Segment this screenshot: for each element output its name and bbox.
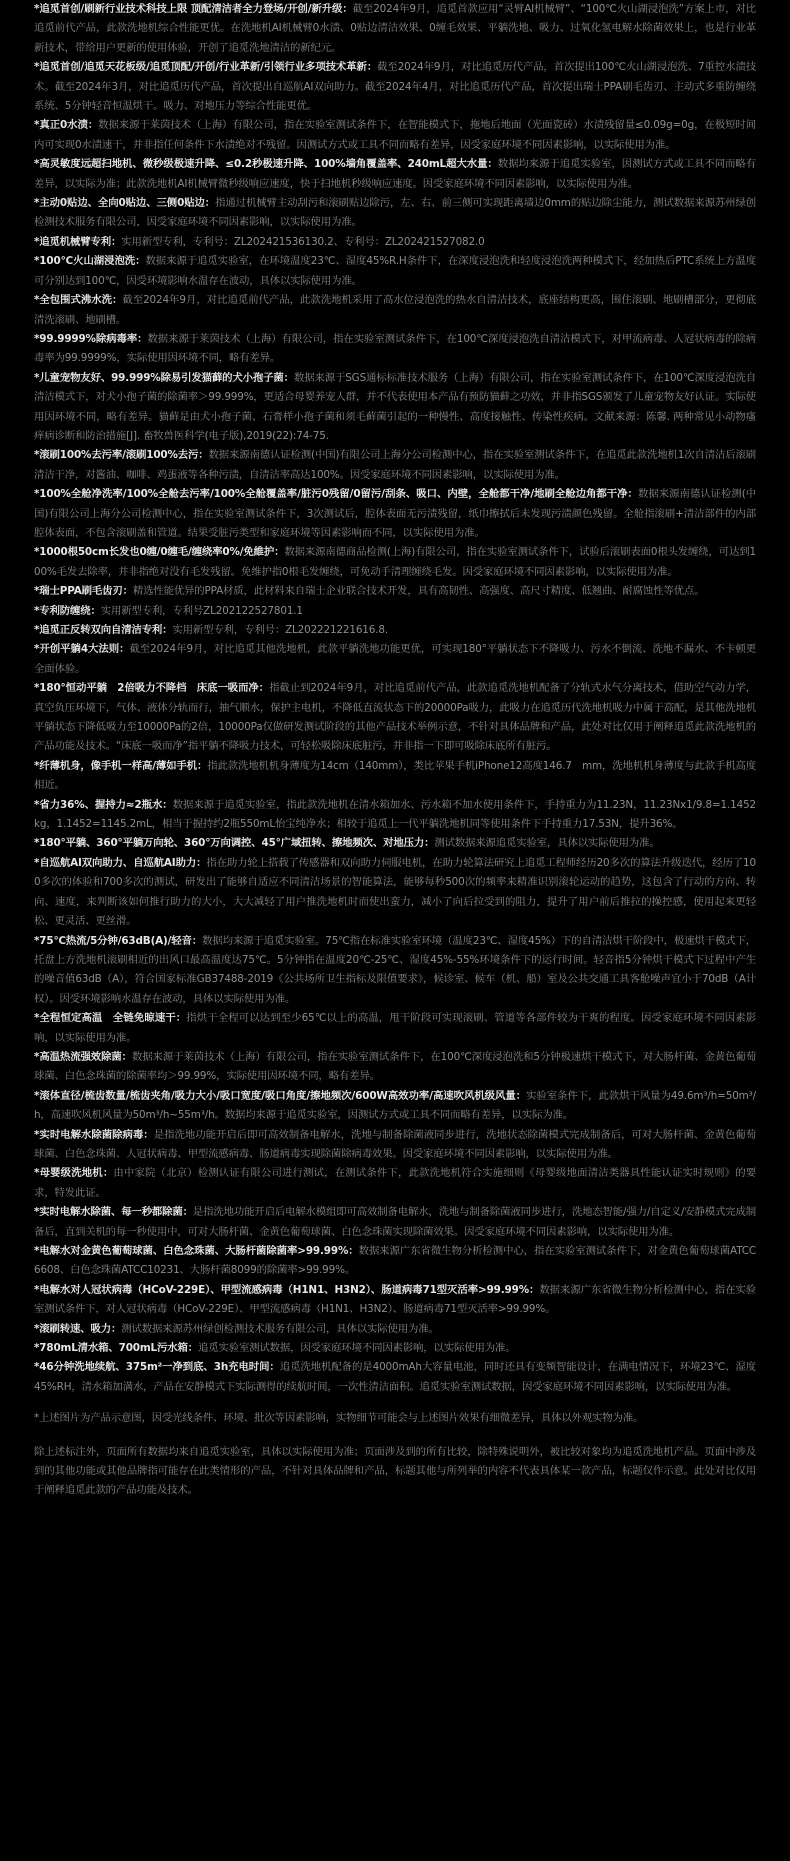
footnote-item <box>34 796 756 835</box>
footnote-label: *瑞士PPA刷毛齿刃： <box>34 585 133 598</box>
footnote-body: 追觅实验室测试数据，因受家庭环境不同因素影响，以实际使用为准。 <box>197 1342 516 1355</box>
footnote-label: *100%全舱净洗率/100%全舱去污率/100%全舱覆盖率/脏污0残留/0留污/刮条、吸口、内壁，全舱都干净/地刷全舱边角都干净： <box>34 488 638 501</box>
footnote-item <box>34 446 756 485</box>
footnote-label: *儿童宠物友好、99.999%除易引发猫藓的犬小孢子菌： <box>34 371 294 384</box>
footnote-label: *46分钟洗地续航、375m²一净到底、3h充电时间： <box>34 1361 280 1374</box>
footnote-body: 数据来源于SGS通标标准技术服务（上海）有限公司，指在实验室测试条件下，在100℃深度浸泡洗自清洁模式下，对犬小孢子菌的除菌率＞99.999%，更适合母婴养宠人群，并不代表使用本产品有预防猫藓之功效，并非指SGS颁发了儿童宠物友好认证。实际使用因环境不同，略有差异。猫藓是由犬小孢子菌、石膏样小孢子菌和须毛藓菌引起的一种慢性、高度接触性、传染性疾病。文献来源：陈馨. 两种常见小动物瘙痒病诊断和防治措施[J]. 畜牧兽医科学(电子版),2019(22):74-75. <box>34 371 756 442</box>
footnote-body: 截至2024年9月，对比追觅历代产品，首次提出100℃火山湖浸泡洗、7重控水渍技术。截至2024年3月，对比追觅历代产品，首次提出自巡航AI双向助力。截至2024年4月，对比追觅历代产品，首次提出瑞士PPA刷毛齿刃、主动式多重防缠绕系统、5分钟轻音恒温烘干。吸力、对地压力等综合性能更优。 <box>34 61 756 113</box>
footnote-label: *追觅正反转双向自清洁专利： <box>34 624 173 636</box>
footnote-body: 数据均来源于追觅实验室，因测试方式或工具不同而略有差异，以实际为准；此款洗地机AI机械臂微秒级响应速度，快于扫地机秒级响应速度。因受家庭环境不同因素影响，以实际使用为准。 <box>34 158 757 190</box>
footnote-label: *滚刷转速、吸力： <box>34 1322 122 1335</box>
footnote-item <box>34 854 756 932</box>
image-disclaimer: *上述图片为产品示意图，因受光线条件、环境、批次等因素影响，实物细节可能会与上述图片效果有细微差异，具体以外观实物为准。 <box>34 1412 644 1425</box>
data-source-disclaimer: 除上述标注外，页面所有数据均来自追觅实验室，具体以实际使用为准；页面涉及到的所有比较，除特殊说明外，被比较对象均为追觅洗地机产品。页面中涉及到的其他功能或其他品牌指可能存在此类情形的产品，不针对具体品牌和产品，标题其他与所列举的内容不代表具体某一款产品，标题仅作示意。此处对比仅用于阐释追觅此款的产品功能及技术。 <box>34 1445 756 1497</box>
footnote-body: 数据来源广东省微生物分析检测中心，指在实验室测试条件下，对人冠状病毒（HCoV-229E）、甲型流感病毒（H1N1、H3N2）、肠道病毒71型灭活率>99.99%。 <box>34 1283 756 1316</box>
footnote-label: *100℃火山湖浸泡洗： <box>34 255 146 268</box>
footnote-body: 指通过机械臂主动刮污和滚刷贴边除污，左、右、前三侧可实现距离墙边0mm的贴边除尘能力，测试数据来源苏州绿创检测技术服务有限公司，因受家庭环境不同因素影响，以实际使用为准。 <box>34 197 756 229</box>
footnote-body: 数据来源南德商品检测(上海)有限公司，指在实验室测试条件下，试验后滚刷表面0根头发缠绕，可达到100%毛发去除率，并非指绝对没有毛发残留。免维护指0根毛发缠绕，可免动手清理缠绕毛发。因受家庭环境不同因素影响，以实际使用为准。 <box>34 546 756 578</box>
footnote-label: *180°平躺、360°平躺万向轮、360°万向调控、45°广域扭转、擦地频次、对地压力： <box>34 837 435 850</box>
footnote-label: *追觅首创/追觅天花板级/追觅顶配/开创/行业革新/引领行业多项技术革新： <box>34 61 378 74</box>
footnote-item <box>34 1087 756 1126</box>
footnote-item <box>34 252 756 291</box>
footnote-item <box>34 621 756 640</box>
footnote-item <box>34 1164 756 1203</box>
footnote-body: 数据来源于莱茵技术（上海）有限公司，指在实验室测试条件下，在100℃深度浸泡洗自清洁模式下，对甲流病毒、人冠状病毒的除病毒率为99.9999%，实际使用因环境不同，略有差异。 <box>34 332 756 365</box>
footnote-item <box>34 485 756 543</box>
footnote-label: *主动0贴边、全向0贴边、三侧0贴边： <box>34 197 216 210</box>
footnote-item <box>34 1339 756 1358</box>
footnote-item <box>34 1242 756 1281</box>
footnote-item <box>34 1358 756 1397</box>
footnote-body: 由中家院（北京）检测认证有限公司进行测试，在测试条件下，此款洗地机符合实施细则《母婴级地面清洁类器具性能认证实时规则》的要求，特发此证。 <box>34 1167 756 1199</box>
footnote-item <box>34 1126 756 1165</box>
footnote-body: 数据来源于莱茵技术（上海）有限公司，指在实验室测试条件下，在100℃深度浸泡洗和5分钟极速烘干模式下，对大肠杆菌、金黄色葡萄球菌、白色念珠菌的除菌率均＞99.99%，实际使用因环境不同，略有差异。 <box>34 1050 756 1083</box>
footnote-item <box>34 233 756 252</box>
footer-disclaimers <box>34 1409 756 1501</box>
footnote-item <box>34 640 756 679</box>
footnote-label: *专利防缠绕： <box>34 604 101 617</box>
footnote-body: 数据来源南德认证检测(中国)有限公司上海分公司检测中心，指在实验室测试条件下，在追觅此款洗地机1次自清洁后滚刷清洁干净，对酱油、咖啡、鸡蛋液等各种污渍，自清洁率高达100%。因受家庭环境不同因素影响，以实际使用为准。 <box>34 449 756 481</box>
footnote-item <box>34 330 756 369</box>
footnote-body: 指截止到2024年9月，对比追觅前代产品，此款追觅洗地机配备了分轨式水气分离技术，借助空气动力学，真空负压环境下，气体、液体分轨而行，抽气顺水，保护主电机，不降低直流状态下的20000Pa吸力，此吸力在追觅历代洗地机吸力中属于高配，是其他洗地机平躺状态下降低吸力至10000Pa的2倍，10000Pa仅做研发测试阶段的其他产品技术举例示意，不针对具体品牌和产品，此处对比仅用于阐释追觅此款洗地机的产品功能及技术。“床底一吸而净”指平躺不降吸力技术，可轻松吸除床底脏污，并非指一下即可吸除床底所有脏污。 <box>34 682 756 753</box>
footnote-label: *纤薄机身，像手机一样高/薄如手机： <box>34 759 208 772</box>
footnote-label: *滚体直径/梳齿数量/梳齿夹角/吸力大小/吸口宽度/吸口角度/擦地频次/600W高效功率/高速吹风机级风量： <box>34 1089 527 1102</box>
footnote-label: *自巡航AI双向助力、自巡航AI助力： <box>34 856 207 869</box>
footnote-label: *180°恒动平躺 2倍吸力不降档 床底一吸而净： <box>34 682 270 695</box>
footnote-label: *99.9999%除病毒率： <box>34 332 148 345</box>
footnote-body: 实用新型专利，专利号：ZL202221221616.8. <box>172 624 388 636</box>
footnote-item <box>34 369 756 447</box>
footnote-item <box>34 116 756 155</box>
footnote-label: *全程恒定高温 全链免晾速干： <box>34 1012 187 1025</box>
footnote-item <box>34 1320 756 1339</box>
footnote-label: *高灵敏度远超扫地机、微秒级极速升降、≤0.2秒极速升降、100%墙角覆盖率、240mL超大水量： <box>34 158 498 171</box>
footnote-body: 截至2024年9月，对比追觅其他洗地机，此款平躺洗地功能更优，可实现180°平躺状态下不降吸力、污水不倒流、洗地不漏水、不卡顿更全面体验。 <box>34 643 756 675</box>
footnote-item <box>34 1281 756 1320</box>
footnote-label: *真正0水渍： <box>34 119 99 132</box>
footnote-label: *1000根50cm长发也0缠/0缠毛/缠绕率0%/免維护： <box>34 546 285 559</box>
footnote-body: 数据来源于追觅实验室，指此款洗地机在清水箱加水、污水箱不加水使用条件下，手持重力为11.23N，11.23Nx1/9.8=1.1452kg，1.1452=1145.2mL，相当于握持约2瓶550mL怡宝纯净水；相较于追觅上一代平躺洗地机同等使用条件下手持重力17.53N，提升36%。 <box>34 798 756 831</box>
footnote-label: *全包围式沸水洗： <box>34 294 123 307</box>
footnote-item <box>34 291 756 330</box>
footnote-body: 是指洗地功能开启后电解水模组即可高效制备电解水，洗地与制备除菌液同步进行，洗地态智能/强力/自定义/安静模式完成制备后，直到关机的每一秒使用中，可对大肠杆菌、金黄色葡萄球菌、白色念珠菌实现除菌效果。因受家庭环境不同因素影响，以实际使用为准。 <box>34 1206 756 1238</box>
footnote-item <box>34 543 756 582</box>
footnote-label: *追觅机械臂专利： <box>34 235 122 248</box>
footnote-body: 测试数据来源追觅实验室，具体以实际使用为准。 <box>434 837 660 850</box>
footnote-label: *滚刷100%去污率/滚刷100%去污： <box>34 449 209 462</box>
footnote-item <box>34 582 756 601</box>
footnote-item <box>34 757 756 796</box>
footnote-item <box>34 194 756 233</box>
footnote-item <box>34 1048 756 1087</box>
footnote-body: 追觅洗地机配备的是4000mAh大容量电池，同时还具有变频智能设计，在满电情况下，环境23℃、湿度45%RH，清水箱加满水，产品在安静模式下实际测得的续航时间，一次性清洁面积。追觅实验室测试数据，因受家庭环境不同因素影响，以实际使用为准。 <box>34 1361 756 1393</box>
footnote-body: 指此款洗地机机身薄度为14cm（140mm），类比苹果手机iPhone12高度146.7 mm，洗地机机身薄度与此款手机高度相近。 <box>34 759 756 792</box>
footnote-item <box>34 834 756 853</box>
footnote-item <box>34 1009 756 1048</box>
footnote-label: *实时电解水除菌、每一秒都除菌： <box>34 1206 193 1219</box>
footnote-body: 实用新型专利，专利号ZL202122527801.1 <box>100 604 303 617</box>
footnote-body: 截至2024年9月，对比追觅前代产品，此款洗地机采用了高水位浸泡洗的热水自清洁技术，底座结构更高，围住滚刷、地刷槽部分，更彻底清洗滚刷、地刷槽。 <box>34 294 756 326</box>
footnote-body: 是指洗地功能开启后即可高效制备电解水，洗地与制备除菌液同步进行，洗地状态除菌模式完成制备后，可对大肠杆菌、金黄色葡萄球菌、白色念珠菌、人冠状病毒、甲型流感病毒、肠道病毒实现除菌除病毒效果。因受家庭环境不同因素影响，以实际使用为准。 <box>34 1128 757 1160</box>
footnote-body: 数据均来源于追觅实验室。75℃指在标准实验室环境（温度23℃、湿度45%）下的自清洁烘干阶段中，极速烘干模式下，托盘上方洗地机滚刷相近的出风口最高温度达75℃。5分钟指在温度20℃-25℃、湿度45%-55%环境条件下的运行时间。轻音指5分钟烘干模式下过程中产生的噪音值63dB（A），符合国家标准GB37488-2019《公共场所卫生指标及限值要求》，候诊室、候车（机、船）室及公共交通工具客舱噪声宜小于70dB（A计权）。因受环境影响水温存在波动，具体以实际使用为准。 <box>34 934 756 1005</box>
footnote-item <box>34 932 756 1010</box>
footnote-label: *780mL清水箱、700mL污水箱： <box>34 1342 198 1355</box>
footnote-body: 精选性能优异的PPA材质，此材料来自瑞士企业联合技术开发，具有高韧性、高强度、高尺寸精度、低翘曲、耐腐蚀性等优点。 <box>132 585 705 598</box>
footnote-body: 指烘干全程可以达到至少65℃以上的高温，甩干阶段可实现滚刷、管道等各部件较为干爽的程度。因受家庭环境不同因素影响，以实际使用为准。 <box>34 1012 757 1044</box>
footnote-item <box>34 602 756 621</box>
footnote-item <box>34 1203 756 1242</box>
footnote-body: 数据来源于追觅实验室，在环境温度23℃、湿度45%R.H条件下，在深度浸泡洗和轻度浸泡洗两种模式下，经加热后PTC系统上方温度可分别达到100℃，因受环境影响水温存在波动，具体以实际使用为准。 <box>34 255 756 287</box>
footnote-item <box>34 155 756 194</box>
footnote-label: *省力36%、握持力≈2瓶水： <box>34 798 173 811</box>
footnote-body: 数据来源南德认证检测(中国)有限公司上海分公司检测中心，指在实验室测试条件下，3次测试后，腔体表面无污渍残留，纸巾擦拭后未发现污渍颜色残留。全舱指滚刷+清洁部件的内部腔体表面，不包含滚刷盖和管道。结果受脏污类型和家庭环境等因素影响而不同，以实际使用为准。 <box>34 488 756 539</box>
footnote-label: *开创平躺4大法则： <box>34 643 130 656</box>
footnote-label: *75℃热流/5分钟/63dB(A)/轻音： <box>34 934 203 947</box>
footnote-list <box>34 0 756 1397</box>
footnote-item <box>34 679 756 757</box>
footnote-body: 测试数据来源苏州绿创检测技术服务有限公司，具体以实际使用为准。 <box>121 1322 439 1335</box>
footnote-body: 实用新型专利，专利号：ZL202421536130.2、专利号：ZL202421527082.0 <box>121 235 485 248</box>
footnote-body: 截至2024年9月，追觅首款应用“灵臂AI机械臂”、“100℃火山湖浸泡洗”方案上市，对比追觅前代产品，此款洗地机综合性能更优。在洗地机AI机械臂0水渍、0贴边清洁效果、0缠毛效果、平躺洗地、吸力、过氧化氢电解水除菌效果上，也是行业革新技术，带给用户更新的使用体验，开创了追觅洗地清洁的新纪元。 <box>34 3 756 54</box>
footnote-label: *追觅首创/刷新行业技术科技上限 顶配清洁者全力登场/开创/新升级： <box>34 3 353 15</box>
footnote-item <box>34 58 756 116</box>
footnote-body: 数据来源广东省微生物分析检测中心，指在实验室测试条件下，对金黄色葡萄球菌ATCC6608、白色念珠菌ATCC10231、大肠杆菌8099的除菌率>99.99%。 <box>34 1245 756 1277</box>
footnote-body: 实验室条件下，此款烘干风量为49.6m³/h=50m³/h，高速吹风机风量为50m³/h~55m³/h。数据均来源于追觅实验室，因测试方式或工具不同而略有差异，以实际为准。 <box>34 1089 756 1122</box>
footnote-label: *母婴级洗地机： <box>34 1167 114 1180</box>
footnote-label: *电解水对人冠状病毒（HCoV-229E）、甲型流感病毒（H1N1、H3N2）、肠道病毒71型灭活率>99.99%： <box>34 1283 540 1296</box>
footnote-body: 指在助力轮上搭载了传感器和双向助力伺服电机，在助力轮算法研究上追觅工程师经历20多次的算法升级迭代，经历了100多次的体验和700多次的测试，研发出了能够自适应不同清洁场景的智能算法，能够每秒500次的频率来精准识别滚轮运动的趋势，这包含了行动的方向、转向、速度，来判断该如何推行助力的大小，大大减轻了用户推洗地机时而使出蛮力，减小了向后拉受到的阻力，提升了用户前后推拉的操控感，使用起来更轻松、更灵活、更丝滑。 <box>34 856 756 928</box>
footnote-label: *电解水对金黄色葡萄球菌、白色念珠菌、大肠杆菌除菌率>99.99%： <box>34 1245 359 1257</box>
footnote-label: *高温热流强效除菌： <box>34 1050 132 1063</box>
footnote-item <box>34 0 756 58</box>
footnote-label: *实时电解水除菌除病毒： <box>34 1128 154 1141</box>
footnote-body: 数据来源于莱茵技术（上海）有限公司，指在实验室测试条件下，在智能模式下，拖地后地面（光面瓷砖）水渍残留量≤0.09g=0g，在极短时间内可实现0水渍速干，并非指任何条件下水渍绝对不残留。因测试方式或工具不同而略有差异，因受家庭环境不同因素影响，以实际使用为准。 <box>34 119 756 151</box>
